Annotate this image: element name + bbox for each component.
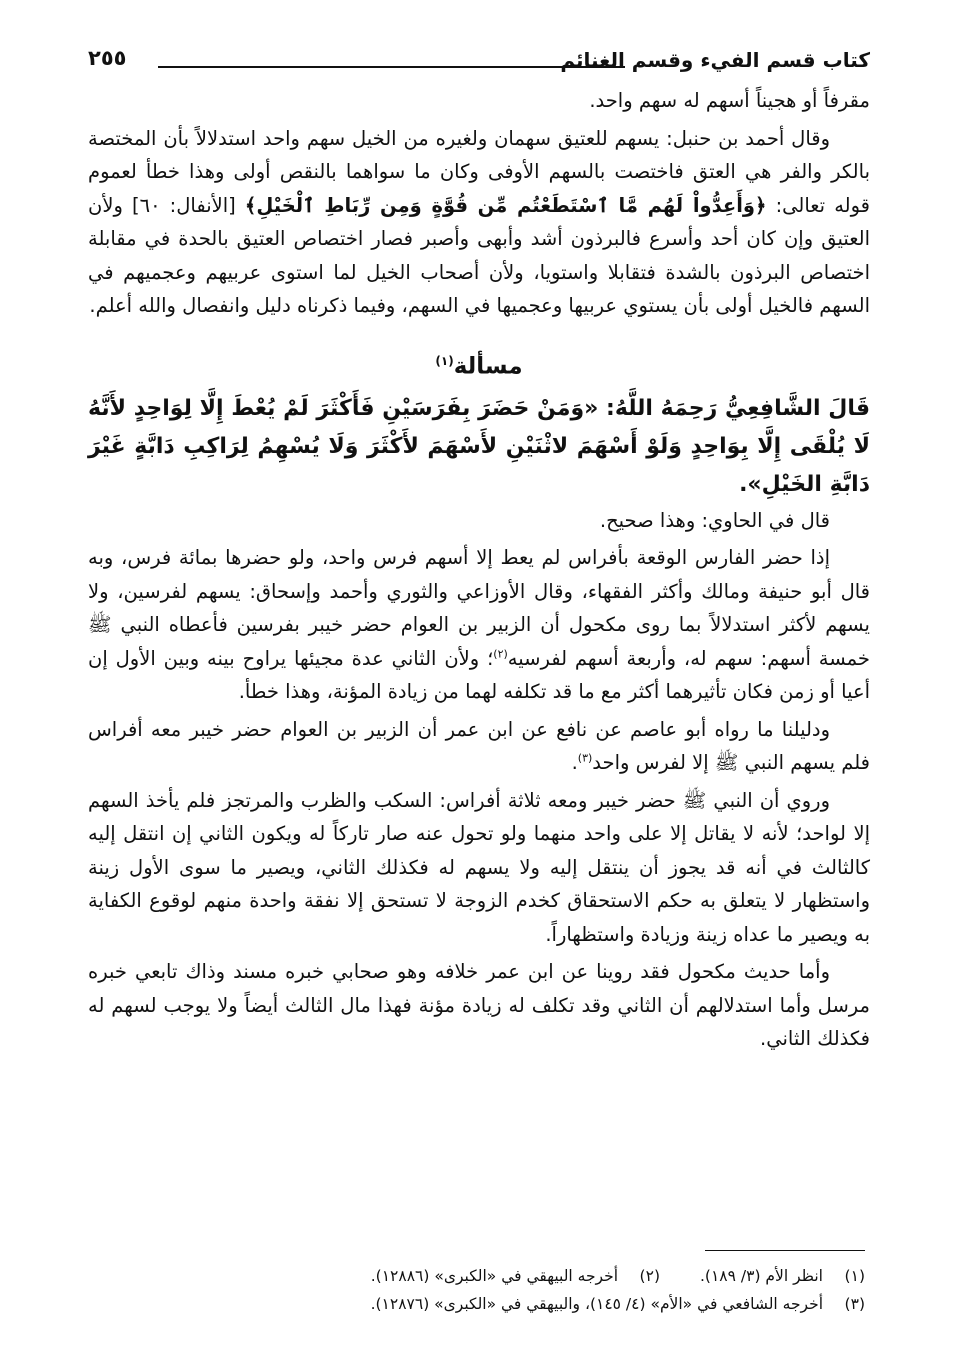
paragraph-7: وأما حديث مكحول فقد روينا عن ابن عمر خلافه وهو صحابي خبره مسند وذاك تابعي خبره مرسل وأما استدلالهم أن الثاني وقد تكلف له زيادة مؤنة فهذا مال الثالث أيضاً ولا يوجب لسهم له فكذلك الثاني. (88, 960, 870, 1051)
paragraph-4 (88, 541, 870, 709)
section-heading (88, 345, 870, 384)
paragraph-2 (88, 122, 870, 323)
page-body (88, 84, 870, 1056)
quran-verse: ﴿وَأَعِدُّواْ لَهُم مَّا ٱسْتَطَعْتُم مِّن قُوَّةٍ وَمِن رِّبَاطِ ٱلْخَيْلِ﴾ (244, 193, 767, 217)
footnote-text: أخرجه البيهقي في «الكبرى» (١٢٨٨٦). (370, 1267, 618, 1285)
heading-text: مسألة (453, 353, 523, 380)
page-number: ٢٥٥ (88, 46, 127, 70)
footnote-line (83, 1262, 865, 1290)
footnote-number: (٢) (639, 1267, 660, 1285)
book-page (88, 40, 870, 1056)
footnote-separator (705, 1250, 865, 1251)
heading-footnote-ref: (١) (435, 353, 454, 368)
footnote-ref-3: (٣) (577, 751, 593, 765)
footnote-text: أخرجه الشافعي في «الأم» (٤/ ١٤٥)، والبيهقي في «الكبرى» (١٢٨٧٦). (370, 1295, 823, 1313)
paragraph-6: وروي أن النبي ﷺ حضر خيبر ومعه ثلاثة أفراس: السكب والظرب والمرتجز فلم يأخذ السهم إلا لواحد؛ لأنه لا يقاتل إلا على واحد منهما ولو تحول عنه صار تاركاً له ويكون الثاني إن انتقل إليه كالثالث في أنه قد يجوز أن ينتقل إليه ولا يسهم له فكذلك الثاني، ويصير ما سوى الأول زينة واستظهار لا يتعلق به حكم الاستحقاق كخدم الزوجة لا تستحق إلا نفقة واحدة منهم لوقوع الكفاية به ويصير ما عداه زينة وزيادة واستظهاراً. (88, 788, 870, 946)
paragraph-2-text-a: وقال أحمد بن حنبل: يسهم للعتيق سهمان ولغيره من الخيل سهم واحد استدلالاً بأن المختصة بالكر والفر هي العتق فاختصت بالسهم الأوفى وكان ما سواهما بالنقص أولى وهذا خطأ لعموم قوله تعالى: (88, 126, 871, 217)
paragraph-1: مقرفاً أو هجيناً أسهم له سهم واحد. (589, 89, 870, 112)
footnote-line (83, 1290, 865, 1318)
footnotes (83, 1262, 865, 1318)
footnote-text: انظر الأم (٣/ ١٨٩). (700, 1267, 823, 1285)
paragraph-3: قال في الحاوي: وهذا صحيح. (599, 508, 830, 532)
paragraph-5-text-a: ودليلنا ما رواه أبو عاصم عن نافع عن ابن عمر أن الزبير بن العوام حضر خيبر معه أفراس فلم يسهم النبي ﷺ إلا لفرس واحد (88, 717, 870, 775)
shafii-quote: قَالَ الشَّافِعِيُّ رَحِمَهُ اللَّهُ: «وَمَنْ حَضَرَ بِفَرَسَيْنِ فَأَكْثَرَ لَمْ يُعْطَ إِلَّا لِوَاحِدٍ لأَنَّهُ لَا يُلْقَى إِلَّا بِوَاحِدٍ وَلَوْ أَسْهَمَ لاثْنَيْنِ لأَسْهَمَ لأَكْثَرَ وَلَا يُسْهِمُ لِرَاكِبِ دَابَّةٍ غَيْرَ دَابَّةِ الخَيْلِ». (88, 395, 870, 497)
footnote-number: (٣) (844, 1295, 865, 1313)
paragraph-2-text-b: [الأنفال: ٦٠] ولأن العتيق وإن كان أحد وأسرع فالبرذون أشد وأبهى وأصبر فصار اختصاص العتيق بالحدة في مقابلة اختصاص البرذون بالشدة فتقابلا واستويا، ولأن أصحاب الخيل لما استوى عربيهم وعجميهم في السهم فالخيل أولى بأن يستوي عربيها وعجميها في السهم، وفيما ذكرناه دليل وانفصال والله أعلم. (88, 193, 870, 317)
paragraph-4-text-a: إذا حضر الفارس الوقعة بأفراس لم يعط إلا أسهم فرس واحد، ولو حضرها بمائة فرس، وبه قال أبو حنيفة ومالك وأكثر الفقهاء، وقال الأوزاعي والثوري وأحمد وإسحاق: يسهم لفرسين، ولا يسهم لأكثر استدلالاً بما روى مكحول أن الزبير بن العوام حضر خيبر بفرسين فأعطاه النبي ﷺ خمسة أسهم: سهم له، وأربعة أسهم لفرسيه (88, 546, 870, 670)
footnote-number: (١) (844, 1267, 865, 1285)
header-rule (158, 66, 625, 68)
header-title: كتاب قسم الفيء وقسم الغنائم (560, 48, 870, 72)
paragraph-5-text-b: . (571, 751, 578, 775)
running-header (88, 40, 870, 84)
paragraph-5 (88, 713, 870, 780)
footnote-ref-2: (٢) (493, 647, 508, 661)
paragraph-4-text-b: ؛ ولأن الثاني عدة مجيئها يراوح بينه وبين الأول إن أعيا أو زمن فكان تأثيرهما أكثر مع ما قد تكلفه لهما من زيادة المؤنة، وهذا خطأ. (88, 646, 870, 704)
